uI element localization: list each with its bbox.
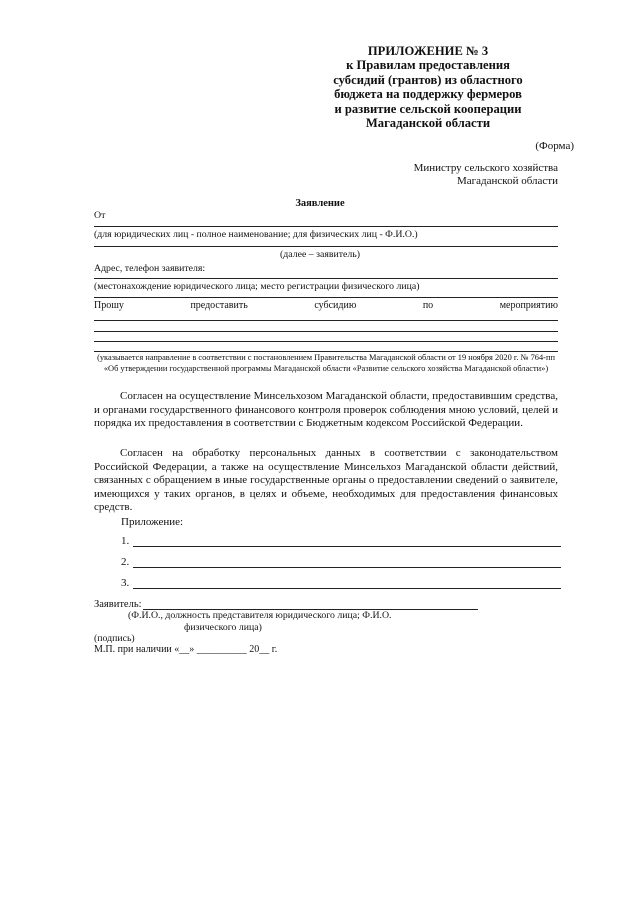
header-line: и развитие сельской кооперации [334, 101, 522, 116]
consent-data-paragraph: Согласен на обработку персональных данных в соответствии с законодательством Российской Федерации, а также на осуществление Минсельхоз Магаданской области действий, связанных с обращением в иные государственные органы о предоставлении сведений о заявителе, имеющихся у таких органов, в целях и объеме, необходимых для предоставления финансовых средств. [94, 447, 558, 513]
applicant-label: Заявитель: [94, 599, 142, 610]
request-line-2[interactable] [94, 331, 558, 332]
header-line: ПРИЛОЖЕНИЕ № 3 [367, 44, 489, 58]
request-word: мероприятию [499, 300, 558, 311]
stamp-date-line: М.П. при наличии «__» __________ 20__ г. [94, 644, 278, 655]
applicant-note-text: (далее – заявитель) [280, 249, 360, 260]
from-note: (для юридических лиц - полное наименование; для физических лиц - Ф.И.О.) [94, 229, 418, 240]
document-title: Заявление [295, 198, 345, 209]
from-label: От [94, 210, 106, 221]
addressee-line: Магаданской области [457, 175, 558, 187]
request-word: субсидию [314, 300, 357, 311]
header-line: Магаданской области [365, 116, 491, 131]
header-line: субсидий (грантов) из областного [333, 72, 523, 87]
request-word: Прошу [94, 300, 124, 311]
from-line[interactable] [94, 226, 558, 227]
attachment-line[interactable] [133, 536, 561, 547]
request-word: предоставить [190, 300, 248, 311]
address-line[interactable] [94, 278, 558, 279]
request-row [94, 300, 558, 311]
request-line-1[interactable] [94, 320, 558, 321]
addressee [358, 162, 558, 188]
address-label: Адрес, телефон заявителя: [94, 263, 206, 274]
address-line-2[interactable] [94, 297, 558, 298]
header-line: к Правилам предоставления [346, 58, 510, 73]
direction-note: (указывается направление в соответствии с постановлением Правительства Магаданской области от 19 ноября 2020 г. № 764-пп «Об утверждении государственной программы Магаданской области «Развитие сельского хозяйства Магаданской области») [97, 353, 555, 373]
appendix-header [298, 44, 558, 130]
attachment-number: 3. [121, 577, 130, 589]
request-line-3[interactable] [94, 341, 558, 342]
form-label: (Форма) [535, 140, 574, 152]
from-line-2[interactable] [94, 246, 558, 247]
attachment-number: 1. [121, 535, 130, 547]
header-line: бюджета на поддержку фермеров [334, 87, 522, 102]
addressee-line: Министру сельского хозяйства [413, 162, 558, 174]
location-note: (местонахождение юридического лица; место регистрации физического лица) [94, 281, 420, 292]
attachment-line[interactable] [133, 578, 561, 589]
applicant-note-1: (Ф.И.О., должность представителя юридического лица; Ф.И.О. [128, 610, 392, 621]
attachment-item[interactable] [121, 556, 561, 568]
attachment-item[interactable] [121, 535, 561, 547]
attachment-item[interactable] [121, 577, 561, 589]
attachment-line[interactable] [133, 557, 561, 568]
consent-control-paragraph: Согласен на осуществление Минсельхозом Магаданской области, предоставившим средства, и органами государственного финансового контроля проверок соблюдения мною условий, целей и порядка их предоставления в соответствии с Бюджетным кодексом Российской Федерации. [94, 390, 558, 429]
request-word: по [422, 300, 434, 311]
applicant-note [0, 249, 640, 260]
sign-note: (подпись) [94, 633, 135, 644]
applicant-note-2: физического лица) [184, 622, 262, 633]
attachments-label: Приложение: [121, 516, 184, 528]
attachment-number: 2. [121, 556, 130, 568]
